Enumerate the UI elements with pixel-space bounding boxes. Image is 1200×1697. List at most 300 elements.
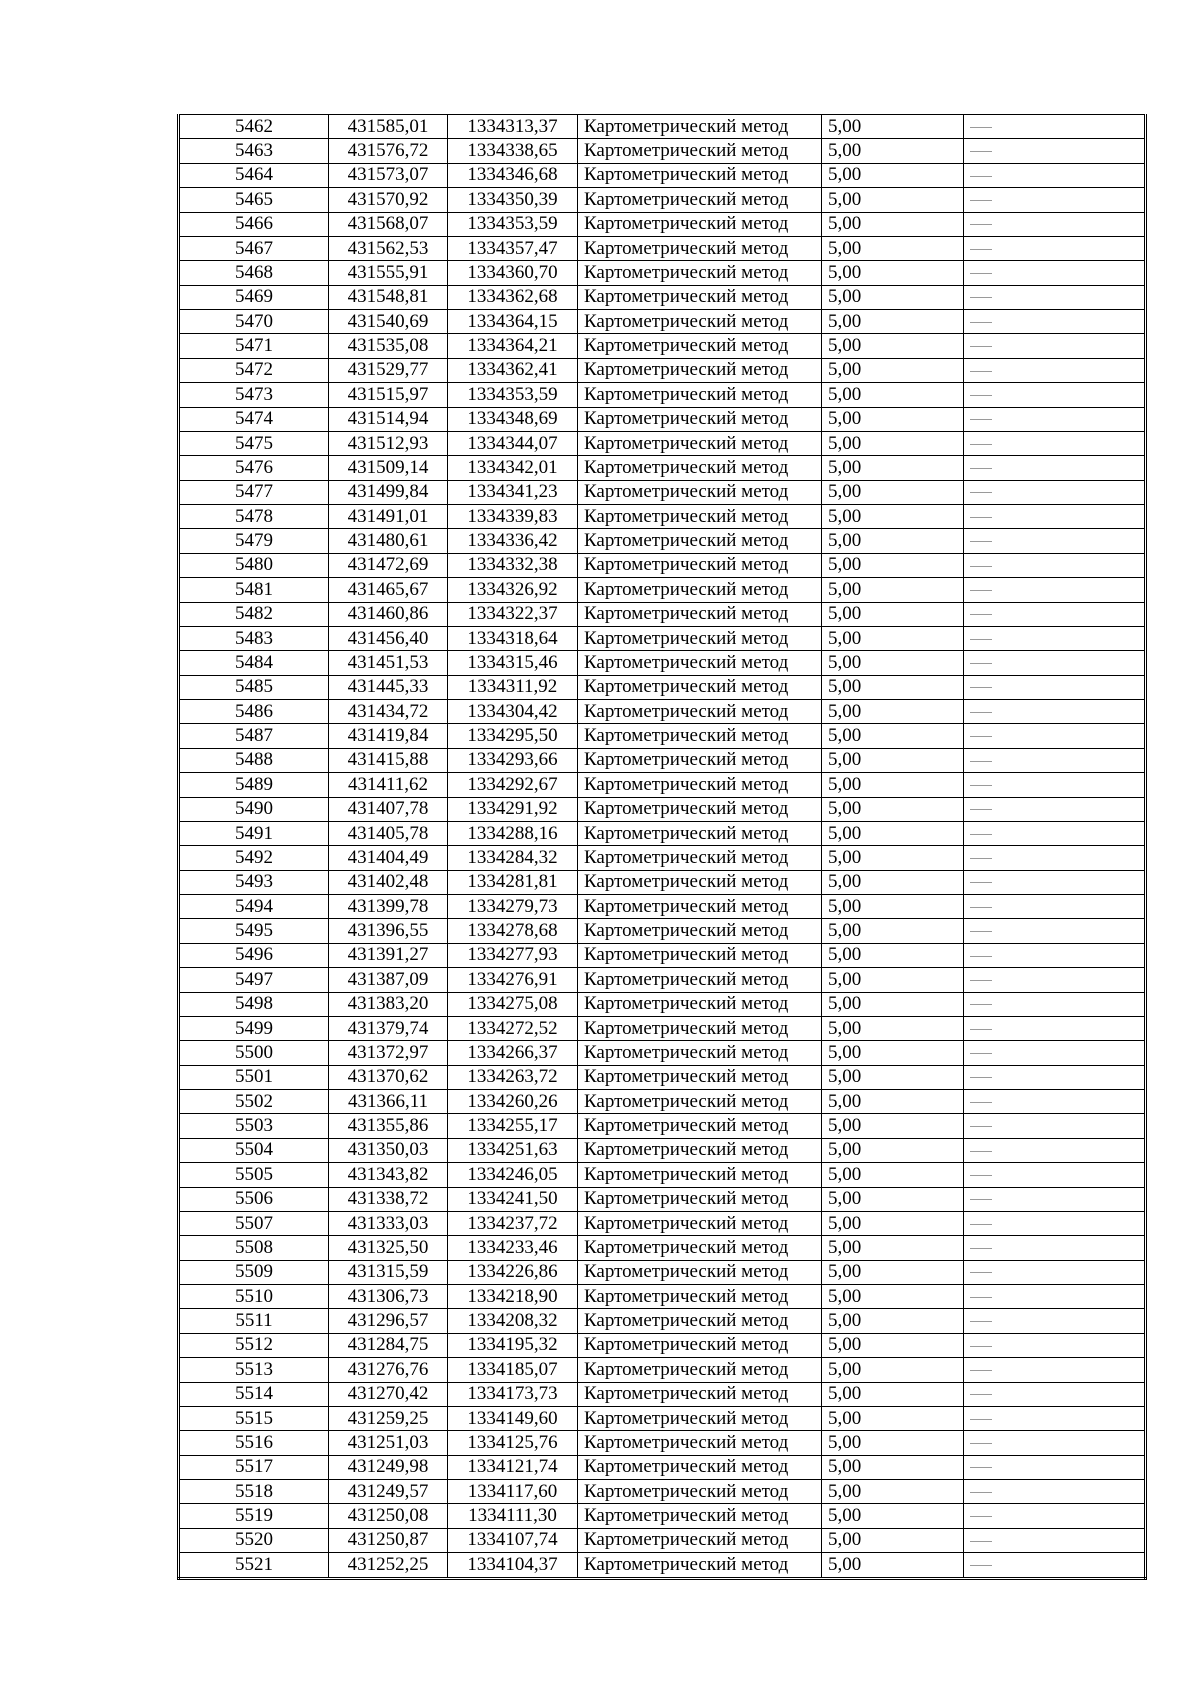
- dash-mark: [970, 956, 992, 957]
- description-cell: [964, 1163, 1146, 1187]
- description-cell: [964, 968, 1146, 992]
- method-cell: Картометрический метод: [578, 407, 822, 431]
- x-coordinate-cell: 431396,55: [329, 919, 448, 943]
- accuracy-cell: 5,00: [822, 992, 964, 1016]
- description-cell: [964, 1528, 1146, 1552]
- point-number-cell: 5488: [179, 748, 329, 772]
- point-number-cell: 5479: [179, 529, 329, 553]
- table-row: [179, 1260, 1146, 1284]
- table-row: [179, 505, 1146, 529]
- dash-mark: [970, 273, 992, 274]
- x-coordinate-cell: 431480,61: [329, 529, 448, 553]
- x-coordinate-cell: 431548,81: [329, 285, 448, 309]
- table-row: [179, 602, 1146, 626]
- accuracy-cell: 5,00: [822, 870, 964, 894]
- y-coordinate-cell: 1334104,37: [448, 1553, 578, 1578]
- accuracy-cell: 5,00: [822, 285, 964, 309]
- accuracy-cell: 5,00: [822, 602, 964, 626]
- x-coordinate-cell: 431366,11: [329, 1090, 448, 1114]
- table-row: [179, 163, 1146, 187]
- y-coordinate-cell: 1334255,17: [448, 1114, 578, 1138]
- point-number-cell: 5504: [179, 1138, 329, 1162]
- y-coordinate-cell: 1334275,08: [448, 992, 578, 1016]
- dash-mark: [970, 663, 992, 664]
- description-cell: [964, 1285, 1146, 1309]
- y-coordinate-cell: 1334322,37: [448, 602, 578, 626]
- description-cell: [964, 407, 1146, 431]
- accuracy-cell: 5,00: [822, 846, 964, 870]
- point-number-cell: 5475: [179, 431, 329, 455]
- method-cell: Картометрический метод: [578, 1138, 822, 1162]
- y-coordinate-cell: 1334357,47: [448, 236, 578, 260]
- method-cell: Картометрический метод: [578, 236, 822, 260]
- table-row: [179, 1358, 1146, 1382]
- table-row: [179, 529, 1146, 553]
- dash-mark: [970, 297, 992, 298]
- point-number-cell: 5514: [179, 1382, 329, 1406]
- x-coordinate-cell: 431383,20: [329, 992, 448, 1016]
- table-row: [179, 407, 1146, 431]
- method-cell: Картометрический метод: [578, 724, 822, 748]
- dash-mark: [970, 346, 992, 347]
- dash-mark: [970, 590, 992, 591]
- dash-mark: [970, 1370, 992, 1371]
- point-number-cell: 5476: [179, 456, 329, 480]
- dash-mark: [970, 566, 992, 567]
- dash-mark: [970, 1077, 992, 1078]
- method-cell: Картометрический метод: [578, 578, 822, 602]
- method-cell: Картометрический метод: [578, 1016, 822, 1040]
- table-row: [179, 578, 1146, 602]
- dash-mark: [970, 1297, 992, 1298]
- x-coordinate-cell: 431499,84: [329, 480, 448, 504]
- x-coordinate-cell: 431338,72: [329, 1187, 448, 1211]
- point-number-cell: 5472: [179, 358, 329, 382]
- method-cell: Картометрический метод: [578, 383, 822, 407]
- description-cell: [964, 310, 1146, 334]
- accuracy-cell: 5,00: [822, 1114, 964, 1138]
- table-row: [179, 1187, 1146, 1211]
- description-cell: [964, 529, 1146, 553]
- description-cell: [964, 675, 1146, 699]
- y-coordinate-cell: 1334291,92: [448, 797, 578, 821]
- method-cell: Картометрический метод: [578, 1358, 822, 1382]
- dash-mark: [970, 249, 992, 250]
- accuracy-cell: 5,00: [822, 895, 964, 919]
- accuracy-cell: 5,00: [822, 1041, 964, 1065]
- accuracy-cell: 5,00: [822, 1236, 964, 1260]
- description-cell: [964, 1260, 1146, 1284]
- point-number-cell: 5492: [179, 846, 329, 870]
- method-cell: Картометрический метод: [578, 529, 822, 553]
- point-number-cell: 5521: [179, 1553, 329, 1578]
- table-row: [179, 943, 1146, 967]
- dash-mark: [970, 1248, 992, 1249]
- x-coordinate-cell: 431350,03: [329, 1138, 448, 1162]
- table-row: [179, 1309, 1146, 1333]
- point-number-cell: 5474: [179, 407, 329, 431]
- description-cell: [964, 1431, 1146, 1455]
- dash-mark: [970, 151, 992, 152]
- method-cell: Картометрический метод: [578, 992, 822, 1016]
- x-coordinate-cell: 431451,53: [329, 651, 448, 675]
- x-coordinate-cell: 431405,78: [329, 821, 448, 845]
- y-coordinate-cell: 1334277,93: [448, 943, 578, 967]
- x-coordinate-cell: 431399,78: [329, 895, 448, 919]
- description-cell: [964, 1114, 1146, 1138]
- accuracy-cell: 5,00: [822, 1480, 964, 1504]
- x-coordinate-cell: 431372,97: [329, 1041, 448, 1065]
- dash-mark: [970, 541, 992, 542]
- table-row: [179, 553, 1146, 577]
- description-cell: [964, 992, 1146, 1016]
- description-cell: [964, 870, 1146, 894]
- table-row: [179, 1138, 1146, 1162]
- description-cell: [964, 1211, 1146, 1235]
- table-row: [179, 1163, 1146, 1187]
- dash-mark: [970, 1346, 992, 1347]
- method-cell: Картометрический метод: [578, 431, 822, 455]
- x-coordinate-cell: 431514,94: [329, 407, 448, 431]
- table-row: [179, 724, 1146, 748]
- description-cell: [964, 480, 1146, 504]
- accuracy-cell: 5,00: [822, 1138, 964, 1162]
- table-row: [179, 115, 1146, 139]
- description-cell: [964, 1553, 1146, 1578]
- point-number-cell: 5477: [179, 480, 329, 504]
- method-cell: Картометрический метод: [578, 700, 822, 724]
- point-number-cell: 5499: [179, 1016, 329, 1040]
- table-row: [179, 1431, 1146, 1455]
- accuracy-cell: 5,00: [822, 505, 964, 529]
- x-coordinate-cell: 431512,93: [329, 431, 448, 455]
- table-row: [179, 626, 1146, 650]
- point-number-cell: 5509: [179, 1260, 329, 1284]
- dash-mark: [970, 1102, 992, 1103]
- method-cell: Картометрический метод: [578, 1431, 822, 1455]
- dash-mark: [970, 395, 992, 396]
- dash-mark: [970, 736, 992, 737]
- point-number-cell: 5516: [179, 1431, 329, 1455]
- x-coordinate-cell: 431250,87: [329, 1528, 448, 1552]
- method-cell: Картометрический метод: [578, 1187, 822, 1211]
- description-cell: [964, 163, 1146, 187]
- dash-mark: [970, 517, 992, 518]
- accuracy-cell: 5,00: [822, 163, 964, 187]
- y-coordinate-cell: 1334237,72: [448, 1211, 578, 1235]
- x-coordinate-cell: 431355,86: [329, 1114, 448, 1138]
- table-row: [179, 188, 1146, 212]
- y-coordinate-cell: 1334226,86: [448, 1260, 578, 1284]
- y-coordinate-cell: 1334318,64: [448, 626, 578, 650]
- method-cell: Картометрический метод: [578, 626, 822, 650]
- accuracy-cell: 5,00: [822, 651, 964, 675]
- dash-mark: [970, 1516, 992, 1517]
- y-coordinate-cell: 1334260,26: [448, 1090, 578, 1114]
- accuracy-cell: 5,00: [822, 968, 964, 992]
- y-coordinate-cell: 1334208,32: [448, 1309, 578, 1333]
- accuracy-cell: 5,00: [822, 139, 964, 163]
- description-cell: [964, 1480, 1146, 1504]
- method-cell: Картометрический метод: [578, 1553, 822, 1578]
- method-cell: Картометрический метод: [578, 1211, 822, 1235]
- method-cell: Картометрический метод: [578, 139, 822, 163]
- dash-mark: [970, 444, 992, 445]
- method-cell: Картометрический метод: [578, 1504, 822, 1528]
- method-cell: Картометрический метод: [578, 602, 822, 626]
- accuracy-cell: 5,00: [822, 553, 964, 577]
- method-cell: Картометрический метод: [578, 1528, 822, 1552]
- accuracy-cell: 5,00: [822, 1090, 964, 1114]
- dash-mark: [970, 1004, 992, 1005]
- point-number-cell: 5512: [179, 1333, 329, 1357]
- table-row: [179, 919, 1146, 943]
- method-cell: Картометрический метод: [578, 1114, 822, 1138]
- point-number-cell: 5487: [179, 724, 329, 748]
- description-cell: [964, 261, 1146, 285]
- accuracy-cell: 5,00: [822, 1455, 964, 1479]
- table-row: [179, 1041, 1146, 1065]
- point-number-cell: 5485: [179, 675, 329, 699]
- point-number-cell: 5462: [179, 115, 329, 139]
- description-cell: [964, 1309, 1146, 1333]
- description-cell: [964, 919, 1146, 943]
- table-row: [179, 261, 1146, 285]
- accuracy-cell: 5,00: [822, 1382, 964, 1406]
- accuracy-cell: 5,00: [822, 675, 964, 699]
- x-coordinate-cell: 431259,25: [329, 1406, 448, 1430]
- accuracy-cell: 5,00: [822, 1260, 964, 1284]
- table-row: [179, 1016, 1146, 1040]
- accuracy-cell: 5,00: [822, 626, 964, 650]
- dash-mark: [970, 371, 992, 372]
- x-coordinate-cell: 431570,92: [329, 188, 448, 212]
- table-row: [179, 480, 1146, 504]
- description-cell: [964, 1016, 1146, 1040]
- method-cell: Картометрический метод: [578, 1090, 822, 1114]
- accuracy-cell: 5,00: [822, 1431, 964, 1455]
- y-coordinate-cell: 1334276,91: [448, 968, 578, 992]
- dash-mark: [970, 492, 992, 493]
- point-number-cell: 5470: [179, 310, 329, 334]
- point-number-cell: 5471: [179, 334, 329, 358]
- table-row: [179, 748, 1146, 772]
- table-row: [179, 431, 1146, 455]
- point-number-cell: 5464: [179, 163, 329, 187]
- description-cell: [964, 1065, 1146, 1089]
- x-coordinate-cell: 431250,08: [329, 1504, 448, 1528]
- y-coordinate-cell: 1334338,65: [448, 139, 578, 163]
- accuracy-cell: 5,00: [822, 358, 964, 382]
- description-cell: [964, 748, 1146, 772]
- method-cell: Картометрический метод: [578, 505, 822, 529]
- method-cell: Картометрический метод: [578, 553, 822, 577]
- dash-mark: [970, 639, 992, 640]
- method-cell: Картометрический метод: [578, 968, 822, 992]
- table-row: [179, 358, 1146, 382]
- dash-mark: [970, 1224, 992, 1225]
- point-number-cell: 5515: [179, 1406, 329, 1430]
- accuracy-cell: 5,00: [822, 188, 964, 212]
- dash-mark: [970, 1175, 992, 1176]
- y-coordinate-cell: 1334125,76: [448, 1431, 578, 1455]
- point-number-cell: 5483: [179, 626, 329, 650]
- table-row: [179, 1333, 1146, 1357]
- point-number-cell: 5519: [179, 1504, 329, 1528]
- y-coordinate-cell: 1334246,05: [448, 1163, 578, 1187]
- accuracy-cell: 5,00: [822, 1016, 964, 1040]
- table-row: [179, 1455, 1146, 1479]
- description-cell: [964, 1406, 1146, 1430]
- point-number-cell: 5511: [179, 1309, 329, 1333]
- method-cell: Картометрический метод: [578, 748, 822, 772]
- accuracy-cell: 5,00: [822, 1406, 964, 1430]
- description-cell: [964, 1236, 1146, 1260]
- point-number-cell: 5495: [179, 919, 329, 943]
- dash-mark: [970, 614, 992, 615]
- method-cell: Картометрический метод: [578, 675, 822, 699]
- description-cell: [964, 431, 1146, 455]
- y-coordinate-cell: 1334233,46: [448, 1236, 578, 1260]
- y-coordinate-cell: 1334344,07: [448, 431, 578, 455]
- y-coordinate-cell: 1334332,38: [448, 553, 578, 577]
- accuracy-cell: 5,00: [822, 407, 964, 431]
- description-cell: [964, 700, 1146, 724]
- description-cell: [964, 724, 1146, 748]
- method-cell: Картометрический метод: [578, 797, 822, 821]
- accuracy-cell: 5,00: [822, 261, 964, 285]
- x-coordinate-cell: 431585,01: [329, 115, 448, 139]
- dash-mark: [970, 712, 992, 713]
- description-cell: [964, 578, 1146, 602]
- point-number-cell: 5497: [179, 968, 329, 992]
- y-coordinate-cell: 1334346,68: [448, 163, 578, 187]
- y-coordinate-cell: 1334341,23: [448, 480, 578, 504]
- table-row: [179, 1211, 1146, 1235]
- x-coordinate-cell: 431460,86: [329, 602, 448, 626]
- y-coordinate-cell: 1334149,60: [448, 1406, 578, 1430]
- description-cell: [964, 115, 1146, 139]
- point-number-cell: 5518: [179, 1480, 329, 1504]
- table-row: [179, 1285, 1146, 1309]
- method-cell: Картометрический метод: [578, 261, 822, 285]
- y-coordinate-cell: 1334281,81: [448, 870, 578, 894]
- x-coordinate-cell: 431249,98: [329, 1455, 448, 1479]
- accuracy-cell: 5,00: [822, 1358, 964, 1382]
- description-cell: [964, 1090, 1146, 1114]
- x-coordinate-cell: 431568,07: [329, 212, 448, 236]
- accuracy-cell: 5,00: [822, 383, 964, 407]
- y-coordinate-cell: 1334360,70: [448, 261, 578, 285]
- y-coordinate-cell: 1334313,37: [448, 115, 578, 139]
- method-cell: Картометрический метод: [578, 212, 822, 236]
- x-coordinate-cell: 431343,82: [329, 1163, 448, 1187]
- accuracy-cell: 5,00: [822, 115, 964, 139]
- point-number-cell: 5513: [179, 1358, 329, 1382]
- y-coordinate-cell: 1334266,37: [448, 1041, 578, 1065]
- x-coordinate-cell: 431249,57: [329, 1480, 448, 1504]
- accuracy-cell: 5,00: [822, 578, 964, 602]
- method-cell: Картометрический метод: [578, 1236, 822, 1260]
- method-cell: Картометрический метод: [578, 480, 822, 504]
- x-coordinate-cell: 431573,07: [329, 163, 448, 187]
- method-cell: Картометрический метод: [578, 1260, 822, 1284]
- y-coordinate-cell: 1334362,41: [448, 358, 578, 382]
- point-number-cell: 5478: [179, 505, 329, 529]
- description-cell: [964, 1187, 1146, 1211]
- dash-mark: [970, 1419, 992, 1420]
- y-coordinate-cell: 1334288,16: [448, 821, 578, 845]
- table-row: [179, 773, 1146, 797]
- x-coordinate-cell: 431411,62: [329, 773, 448, 797]
- point-number-cell: 5517: [179, 1455, 329, 1479]
- dash-mark: [970, 1394, 992, 1395]
- dash-mark: [970, 1443, 992, 1444]
- description-cell: [964, 1382, 1146, 1406]
- accuracy-cell: 5,00: [822, 1504, 964, 1528]
- method-cell: Картометрический метод: [578, 846, 822, 870]
- accuracy-cell: 5,00: [822, 724, 964, 748]
- dash-mark: [970, 1151, 992, 1152]
- accuracy-cell: 5,00: [822, 236, 964, 260]
- dash-mark: [970, 834, 992, 835]
- method-cell: Картометрический метод: [578, 188, 822, 212]
- accuracy-cell: 5,00: [822, 310, 964, 334]
- dash-mark: [970, 1565, 992, 1566]
- description-cell: [964, 334, 1146, 358]
- table-row: [179, 895, 1146, 919]
- y-coordinate-cell: 1334362,68: [448, 285, 578, 309]
- dash-mark: [970, 1199, 992, 1200]
- dash-mark: [970, 687, 992, 688]
- table-row: [179, 846, 1146, 870]
- point-number-cell: 5500: [179, 1041, 329, 1065]
- point-number-cell: 5473: [179, 383, 329, 407]
- x-coordinate-cell: 431296,57: [329, 1309, 448, 1333]
- accuracy-cell: 5,00: [822, 1065, 964, 1089]
- point-number-cell: 5520: [179, 1528, 329, 1552]
- table-row: [179, 700, 1146, 724]
- x-coordinate-cell: 431284,75: [329, 1333, 448, 1357]
- y-coordinate-cell: 1334342,01: [448, 456, 578, 480]
- x-coordinate-cell: 431535,08: [329, 334, 448, 358]
- table-row: [179, 1114, 1146, 1138]
- y-coordinate-cell: 1334185,07: [448, 1358, 578, 1382]
- x-coordinate-cell: 431562,53: [329, 236, 448, 260]
- accuracy-cell: 5,00: [822, 700, 964, 724]
- table-row: [179, 797, 1146, 821]
- point-number-cell: 5465: [179, 188, 329, 212]
- table-row: [179, 212, 1146, 236]
- point-number-cell: 5484: [179, 651, 329, 675]
- description-cell: [964, 1455, 1146, 1479]
- x-coordinate-cell: 431404,49: [329, 846, 448, 870]
- y-coordinate-cell: 1334353,59: [448, 212, 578, 236]
- point-number-cell: 5482: [179, 602, 329, 626]
- description-cell: [964, 1041, 1146, 1065]
- dash-mark: [970, 907, 992, 908]
- x-coordinate-cell: 431415,88: [329, 748, 448, 772]
- accuracy-cell: 5,00: [822, 456, 964, 480]
- point-number-cell: 5502: [179, 1090, 329, 1114]
- x-coordinate-cell: 431434,72: [329, 700, 448, 724]
- method-cell: Картометрический метод: [578, 1285, 822, 1309]
- dash-mark: [970, 1053, 992, 1054]
- method-cell: Картометрический метод: [578, 651, 822, 675]
- dash-mark: [970, 1467, 992, 1468]
- method-cell: Картометрический метод: [578, 943, 822, 967]
- accuracy-cell: 5,00: [822, 212, 964, 236]
